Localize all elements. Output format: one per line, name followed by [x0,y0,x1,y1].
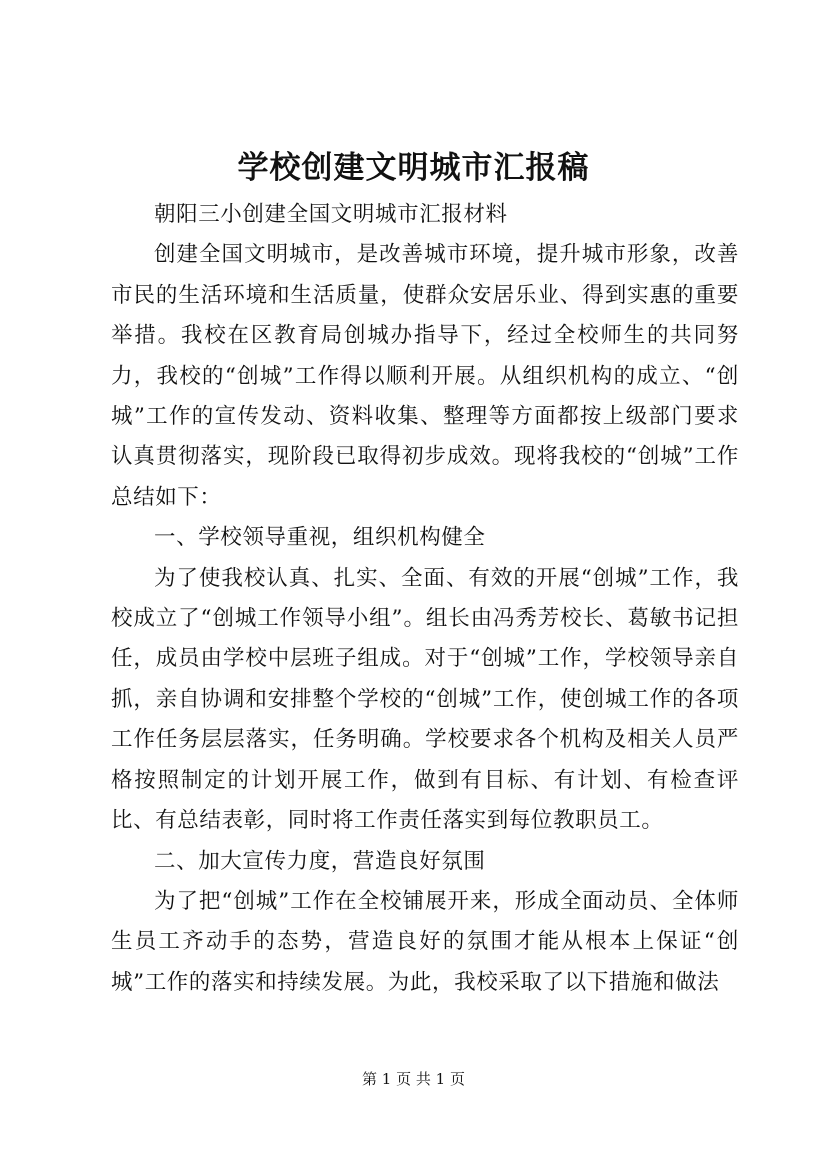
document-body [111,195,739,1003]
intro-paragraph: 创建全国文明城市，是改善城市环境，提升城市形象，改善市民的生活环境和生活质量，使群众安居乐业、得到实惠的重要举措。我校在区教育局创城办指导下，经过全校师生的共同努力，我校的“创城”工作得以顺利开展。从组织机构的成立、“创城”工作的宣传发动、资料收集、整理等方面都按上级部门要求认真贯彻落实，现阶段已取得初步成效。现将我校的“创城”工作总结如下： [111,242,739,510]
page-footer: 第 1 页 共 1 页 [362,1070,465,1088]
subtitle-paragraph: 朝阳三小创建全国文明城市汇报材料 [154,202,508,227]
section-heading-1: 一、学校领导重视，组织机构健全 [154,525,486,551]
section-2-paragraph: 为了把“创城”工作在全校铺展开来，形成全面动员、全体师生员工齐动手的态势，营造良好的氛围才能从根本上保证“创城”工作的落实和持续发展。为此，我校采取了以下措施和做法 [111,888,739,995]
section-1-paragraph: 为了使我校认真、扎实、全面、有效的开展“创城”工作，我校成立了“创城工作领导小组”。组长由冯秀芳校长、葛敏书记担任，成员由学校中层班子组成。对于“创城”工作，学校领导亲自抓，亲自协调和安排整个学校的“创城”工作，使创城工作的各项工作任务层层落实，任务明确。学校要求各个机构及相关人员严格按照制定的计划开展工作，做到有目标、有计划、有检查评比、有总结表彰，同时将工作责任落实到每位教职员工。 [111,565,739,834]
document-title: 学校创建文明城市汇报稿 [237,150,590,186]
section-heading-2: 二、加大宣传力度，营造良好氛围 [154,848,486,874]
